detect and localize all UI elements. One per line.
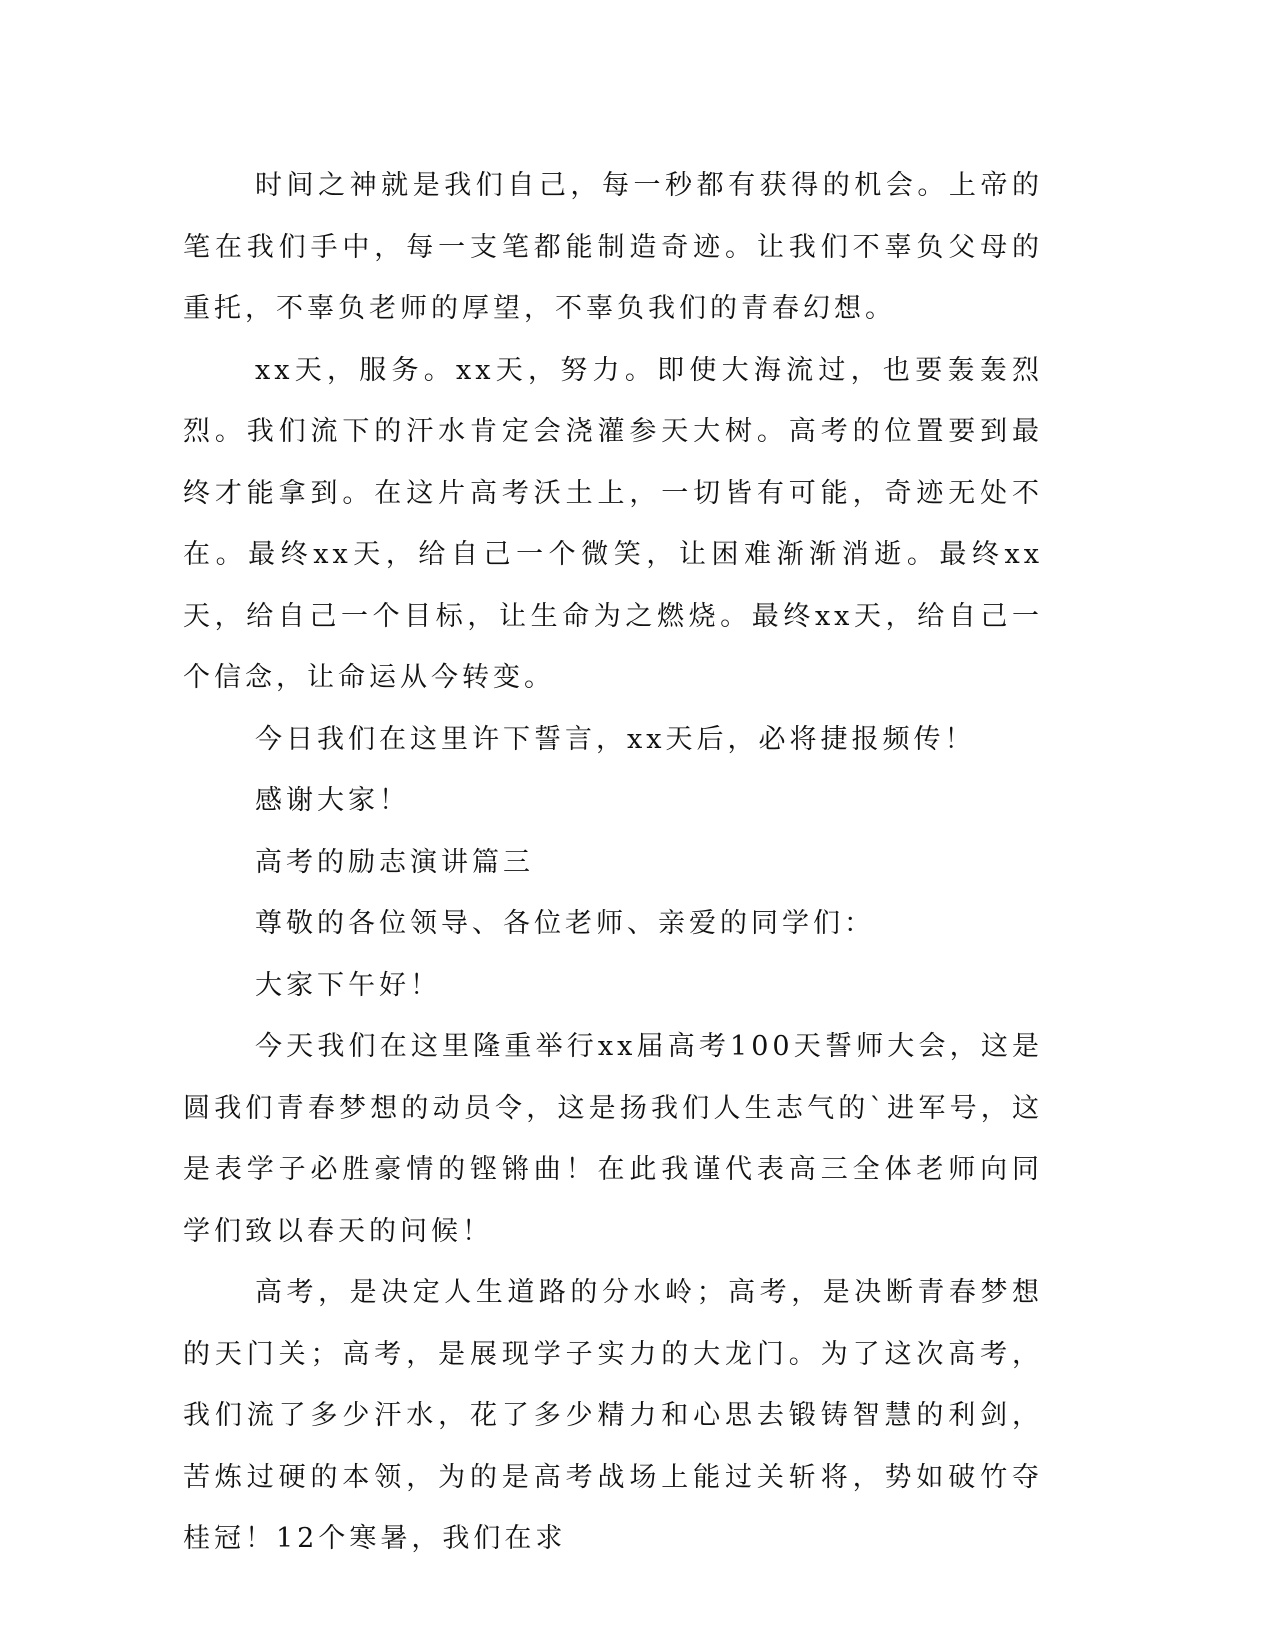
paragraph-ceremony: 今天我们在这里隆重举行xx届高考100天誓师大会，这是圆我们青春梦想的动员令，这是扬我们人生志气的`进军号，这是表学子必胜豪情的铿锵曲！在此我谨代表高三全体老师向同学们致以春天的问候！ [183, 1031, 1043, 1247]
paragraph-time-god: 时间之神就是我们自己，每一秒都有获得的机会。上帝的笔在我们手中，每一支笔都能制造奇迹。让我们不辜负父母的重托，不辜负老师的厚望，不辜负我们的青春幻想。 [183, 170, 1043, 324]
salutation: 尊敬的各位领导、各位老师、亲爱的同学们： [255, 908, 875, 939]
paragraph-xx-days: xx天，服务。xx天，努力。即使大海流过，也要轰轰烈烈。我们流下的汗水肯定会浇灌参天大树。高考的位置要到最终才能拿到。在这片高考沃土上，一切皆有可能，奇迹无处不在。最终xx天，给自己一个微笑，让困难渐渐消逝。最终xx天，给自己一个目标，让生命为之燃烧。最终xx天，给自己一个信念，让命运从今转变。 [183, 354, 1043, 693]
section-heading: 高考的励志演讲篇三 [255, 846, 534, 878]
paragraph-oath: 今日我们在这里许下誓言，xx天后，必将捷报频传！ [255, 723, 976, 755]
paragraph-gaokao: 高考，是决定人生道路的分水岭；高考，是决断青春梦想的天门关；高考，是展现学子实力的大龙门。为了这次高考，我们流了多少汗水，花了多少精力和心思去锻铸智慧的利剑，苦炼过硬的本领，为的是高考战场上能过关斩将，势如破竹夺桂冠！12个寒暑，我们在求 [183, 1277, 1043, 1554]
greeting: 大家下午好！ [255, 969, 441, 1001]
paragraph-thanks: 感谢大家！ [255, 785, 410, 816]
document-body [183, 155, 1043, 1570]
